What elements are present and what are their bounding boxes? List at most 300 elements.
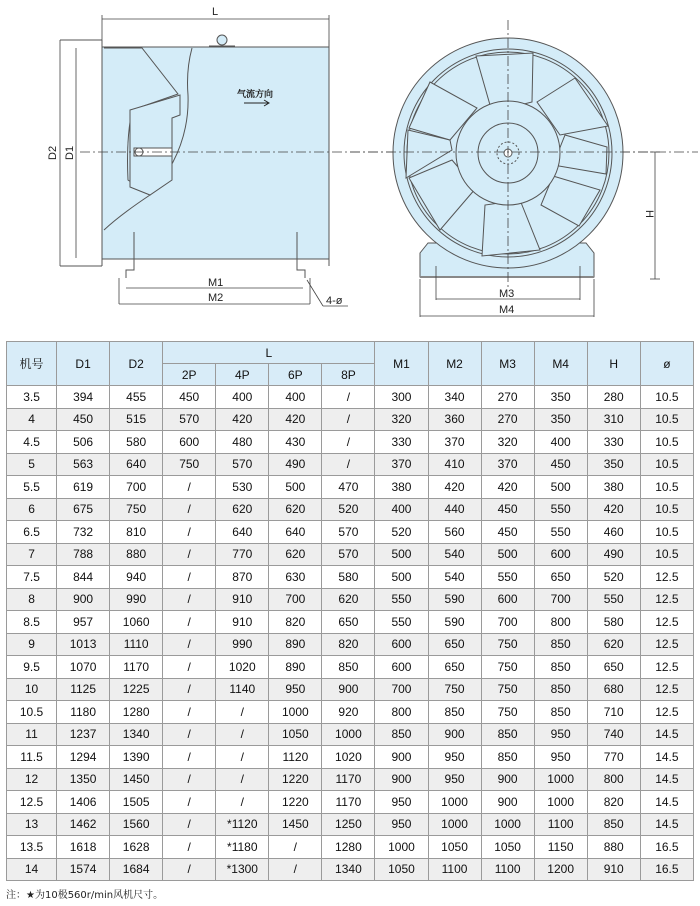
cell-h: 350 <box>587 453 640 476</box>
cell-phi: 10.5 <box>640 408 693 431</box>
cell-phi: 10.5 <box>640 431 693 454</box>
cell-m4: 850 <box>534 656 587 679</box>
cell-h: 460 <box>587 521 640 544</box>
cell-l-8p: / <box>322 453 375 476</box>
cell-phi: 12.5 <box>640 611 693 634</box>
table-row <box>7 453 694 476</box>
cell-m2: 1050 <box>428 836 481 859</box>
table-row <box>7 588 694 611</box>
cell-d1: 957 <box>57 611 110 634</box>
header-m3: M3 <box>481 342 534 386</box>
cell-d2: 1060 <box>110 611 163 634</box>
cell-phi: 10.5 <box>640 498 693 521</box>
cell-m3: 850 <box>481 746 534 769</box>
cell-d2: 1390 <box>110 746 163 769</box>
cell-m1: 320 <box>375 408 428 431</box>
cell-m3: 1100 <box>481 858 534 881</box>
cell-l-4p: / <box>216 791 269 814</box>
dimension-label-hole: 4-ø <box>326 295 343 307</box>
cell-l-8p: / <box>322 431 375 454</box>
cell-l-8p: 820 <box>322 633 375 656</box>
cell-l-8p: / <box>322 408 375 431</box>
cell-h: 680 <box>587 678 640 701</box>
cell-l-6p: 1450 <box>269 813 322 836</box>
header-l-8p: 8P <box>322 364 375 386</box>
cell-m1: 500 <box>375 543 428 566</box>
cell-phi: 12.5 <box>640 633 693 656</box>
cell-d2: 810 <box>110 521 163 544</box>
cell-machine-no: 9 <box>7 633 57 656</box>
cell-l-6p: 620 <box>269 543 322 566</box>
cell-l-6p: 1050 <box>269 723 322 746</box>
cell-l-6p: 820 <box>269 611 322 634</box>
cell-m3: 750 <box>481 656 534 679</box>
cell-m2: 950 <box>428 746 481 769</box>
cell-d1: 1294 <box>57 746 110 769</box>
dimension-label-M1: M1 <box>208 277 224 289</box>
cell-m4: 1100 <box>534 813 587 836</box>
cell-m4: 700 <box>534 588 587 611</box>
cell-l-6p: / <box>269 836 322 859</box>
cell-phi: 16.5 <box>640 836 693 859</box>
cell-m1: 600 <box>375 633 428 656</box>
cell-l-8p: 1170 <box>322 791 375 814</box>
cell-m4: 1000 <box>534 791 587 814</box>
cell-l-4p: *1300 <box>216 858 269 881</box>
table-row <box>7 521 694 544</box>
cell-m3: 550 <box>481 566 534 589</box>
dimension-label-L: L <box>212 6 219 18</box>
cell-d2: 990 <box>110 588 163 611</box>
cell-d2: 1560 <box>110 813 163 836</box>
cell-m3: 1000 <box>481 813 534 836</box>
dimension-label-H: H <box>643 210 655 218</box>
cell-machine-no: 7 <box>7 543 57 566</box>
cell-m1: 500 <box>375 566 428 589</box>
cell-machine-no: 4.5 <box>7 431 57 454</box>
cell-d2: 1170 <box>110 656 163 679</box>
cell-l-8p: 470 <box>322 476 375 499</box>
header-l-4p: 4P <box>216 364 269 386</box>
cell-m3: 270 <box>481 408 534 431</box>
header-phi: ø <box>640 342 693 386</box>
cell-machine-no: 5 <box>7 453 57 476</box>
cell-m4: 350 <box>534 386 587 409</box>
cell-m2: 750 <box>428 678 481 701</box>
header-d1: D1 <box>57 342 110 386</box>
cell-l-4p: 480 <box>216 431 269 454</box>
cell-m4: 550 <box>534 521 587 544</box>
cell-l-8p: 1170 <box>322 768 375 791</box>
cell-machine-no: 11 <box>7 723 57 746</box>
cell-l-4p: 530 <box>216 476 269 499</box>
header-l-2p: 2P <box>163 364 216 386</box>
cell-d1: 844 <box>57 566 110 589</box>
cell-d2: 640 <box>110 453 163 476</box>
cell-h: 520 <box>587 566 640 589</box>
cell-m1: 900 <box>375 746 428 769</box>
cell-d1: 1462 <box>57 813 110 836</box>
cell-phi: 12.5 <box>640 678 693 701</box>
cell-l-4p: 570 <box>216 453 269 476</box>
cell-m4: 450 <box>534 453 587 476</box>
cell-m4: 400 <box>534 431 587 454</box>
cell-l-2p: 600 <box>163 431 216 454</box>
cell-m3: 600 <box>481 588 534 611</box>
cell-l-6p: 1120 <box>269 746 322 769</box>
cell-m4: 1200 <box>534 858 587 881</box>
cell-l-6p: 420 <box>269 408 322 431</box>
cell-l-8p: 850 <box>322 656 375 679</box>
cell-m4: 950 <box>534 746 587 769</box>
cell-phi: 14.5 <box>640 768 693 791</box>
cell-h: 620 <box>587 633 640 656</box>
cell-l-6p: 620 <box>269 498 322 521</box>
dimension-label-M3: M3 <box>499 288 515 300</box>
cell-l-4p: 870 <box>216 566 269 589</box>
cell-l-4p: 1140 <box>216 678 269 701</box>
table-row <box>7 611 694 634</box>
cell-l-4p: / <box>216 746 269 769</box>
cell-phi: 12.5 <box>640 588 693 611</box>
cell-m2: 1000 <box>428 791 481 814</box>
cell-l-2p: / <box>163 701 216 724</box>
cell-machine-no: 6.5 <box>7 521 57 544</box>
cell-m2: 440 <box>428 498 481 521</box>
cell-d2: 515 <box>110 408 163 431</box>
cell-phi: 10.5 <box>640 453 693 476</box>
cell-m2: 850 <box>428 701 481 724</box>
cell-m3: 420 <box>481 476 534 499</box>
cell-d2: 455 <box>110 386 163 409</box>
cell-m2: 1100 <box>428 858 481 881</box>
cell-l-6p: 1220 <box>269 791 322 814</box>
cell-d1: 1618 <box>57 836 110 859</box>
cell-l-6p: 630 <box>269 566 322 589</box>
cell-m1: 380 <box>375 476 428 499</box>
cell-phi: 16.5 <box>640 858 693 881</box>
header-m1: M1 <box>375 342 428 386</box>
cell-d2: 1110 <box>110 633 163 656</box>
cell-m4: 350 <box>534 408 587 431</box>
cell-d1: 1125 <box>57 678 110 701</box>
cell-l-8p: 570 <box>322 543 375 566</box>
cell-m2: 370 <box>428 431 481 454</box>
cell-l-2p: / <box>163 723 216 746</box>
cell-l-4p: 620 <box>216 498 269 521</box>
cell-m1: 900 <box>375 768 428 791</box>
cell-phi: 12.5 <box>640 656 693 679</box>
cell-m1: 520 <box>375 521 428 544</box>
cell-h: 280 <box>587 386 640 409</box>
cell-machine-no: 14 <box>7 858 57 881</box>
cell-l-2p: / <box>163 543 216 566</box>
table-row <box>7 408 694 431</box>
cell-l-2p: / <box>163 813 216 836</box>
cell-l-8p: 900 <box>322 678 375 701</box>
cell-l-8p: 620 <box>322 588 375 611</box>
cell-h: 800 <box>587 768 640 791</box>
cell-l-6p: 430 <box>269 431 322 454</box>
cell-m3: 750 <box>481 701 534 724</box>
cell-l-4p: 1020 <box>216 656 269 679</box>
cell-l-8p: 580 <box>322 566 375 589</box>
cell-m4: 850 <box>534 701 587 724</box>
cell-m1: 400 <box>375 498 428 521</box>
cell-m3: 900 <box>481 791 534 814</box>
table-row <box>7 723 694 746</box>
cell-l-8p: 1000 <box>322 723 375 746</box>
table-row <box>7 476 694 499</box>
cell-l-2p: / <box>163 656 216 679</box>
cell-m2: 900 <box>428 723 481 746</box>
fan-dimension-drawing <box>0 0 700 325</box>
cell-l-4p: / <box>216 701 269 724</box>
cell-m2: 540 <box>428 543 481 566</box>
cell-d2: 1505 <box>110 791 163 814</box>
cell-phi: 12.5 <box>640 701 693 724</box>
cell-l-8p: 920 <box>322 701 375 724</box>
cell-l-6p: 1220 <box>269 768 322 791</box>
cell-l-8p: 1250 <box>322 813 375 836</box>
cell-m2: 1000 <box>428 813 481 836</box>
dimension-label-M4: M4 <box>499 304 515 316</box>
table-header <box>7 342 694 386</box>
cell-l-4p: 770 <box>216 543 269 566</box>
cell-l-2p: / <box>163 566 216 589</box>
header-l-6p: 6P <box>269 364 322 386</box>
cell-l-8p: 1340 <box>322 858 375 881</box>
cell-l-2p: / <box>163 768 216 791</box>
header-h: H <box>587 342 640 386</box>
cell-l-8p: 570 <box>322 521 375 544</box>
cell-m1: 950 <box>375 791 428 814</box>
cell-l-2p: / <box>163 498 216 521</box>
cell-m4: 950 <box>534 723 587 746</box>
table-row <box>7 813 694 836</box>
cell-m1: 1050 <box>375 858 428 881</box>
table-row <box>7 746 694 769</box>
cell-l-6p: 890 <box>269 656 322 679</box>
table-row <box>7 768 694 791</box>
cell-machine-no: 7.5 <box>7 566 57 589</box>
cell-m1: 950 <box>375 813 428 836</box>
cell-m1: 700 <box>375 678 428 701</box>
cell-h: 850 <box>587 813 640 836</box>
table-row <box>7 498 694 521</box>
cell-l-2p: / <box>163 611 216 634</box>
cell-l-2p: / <box>163 476 216 499</box>
cell-l-8p: 1280 <box>322 836 375 859</box>
cell-m3: 750 <box>481 633 534 656</box>
header-l-group: L <box>163 342 375 364</box>
cell-d2: 580 <box>110 431 163 454</box>
cell-l-4p: 420 <box>216 408 269 431</box>
cell-m3: 450 <box>481 498 534 521</box>
cell-m3: 700 <box>481 611 534 634</box>
cell-m4: 650 <box>534 566 587 589</box>
cell-phi: 10.5 <box>640 521 693 544</box>
cell-machine-no: 8.5 <box>7 611 57 634</box>
table-body <box>7 386 694 881</box>
cell-m1: 850 <box>375 723 428 746</box>
cell-m1: 600 <box>375 656 428 679</box>
cell-d1: 732 <box>57 521 110 544</box>
cell-m4: 800 <box>534 611 587 634</box>
cell-h: 740 <box>587 723 640 746</box>
cell-m1: 330 <box>375 431 428 454</box>
cell-m2: 340 <box>428 386 481 409</box>
cell-h: 820 <box>587 791 640 814</box>
cell-m4: 1000 <box>534 768 587 791</box>
cell-h: 310 <box>587 408 640 431</box>
dimension-label-M2: M2 <box>208 292 224 304</box>
footnote: 注：★为10极560r/min风机尺寸。 <box>6 890 164 901</box>
cell-l-4p: / <box>216 768 269 791</box>
cell-h: 910 <box>587 858 640 881</box>
cell-d2: 880 <box>110 543 163 566</box>
cell-m2: 590 <box>428 588 481 611</box>
cell-l-2p: 450 <box>163 386 216 409</box>
cell-l-6p: 640 <box>269 521 322 544</box>
cell-m3: 320 <box>481 431 534 454</box>
cell-l-2p: / <box>163 836 216 859</box>
cell-l-8p: 1020 <box>322 746 375 769</box>
airflow-direction-label: 气流方向 <box>237 90 274 100</box>
cell-phi: 14.5 <box>640 746 693 769</box>
header-machine-no: 机号 <box>7 342 57 386</box>
cell-l-6p: 400 <box>269 386 322 409</box>
table-row <box>7 543 694 566</box>
cell-l-8p: / <box>322 386 375 409</box>
cell-m2: 540 <box>428 566 481 589</box>
cell-d1: 1180 <box>57 701 110 724</box>
cell-l-2p: / <box>163 633 216 656</box>
cell-d1: 1237 <box>57 723 110 746</box>
cell-phi: 10.5 <box>640 476 693 499</box>
cell-h: 880 <box>587 836 640 859</box>
cell-m4: 600 <box>534 543 587 566</box>
cell-d1: 506 <box>57 431 110 454</box>
cell-m2: 560 <box>428 521 481 544</box>
cell-h: 490 <box>587 543 640 566</box>
cell-l-6p: 490 <box>269 453 322 476</box>
cell-m1: 300 <box>375 386 428 409</box>
table-row <box>7 656 694 679</box>
cell-machine-no: 13.5 <box>7 836 57 859</box>
cell-l-2p: / <box>163 678 216 701</box>
cell-m4: 1150 <box>534 836 587 859</box>
cell-machine-no: 9.5 <box>7 656 57 679</box>
cell-m4: 550 <box>534 498 587 521</box>
cell-machine-no: 8 <box>7 588 57 611</box>
table-row <box>7 633 694 656</box>
cell-l-4p: 990 <box>216 633 269 656</box>
cell-d1: 900 <box>57 588 110 611</box>
cell-m2: 360 <box>428 408 481 431</box>
cell-l-4p: 400 <box>216 386 269 409</box>
cell-m2: 950 <box>428 768 481 791</box>
cell-d1: 1350 <box>57 768 110 791</box>
cell-phi: 14.5 <box>640 813 693 836</box>
cell-phi: 10.5 <box>640 386 693 409</box>
cell-phi: 14.5 <box>640 791 693 814</box>
dimension-label-D2: D2 <box>47 145 59 160</box>
cell-m3: 750 <box>481 678 534 701</box>
cell-m4: 850 <box>534 678 587 701</box>
cell-l-4p: *1120 <box>216 813 269 836</box>
fan-spec-table <box>6 341 694 881</box>
table-row <box>7 678 694 701</box>
table-row <box>7 836 694 859</box>
cell-d1: 1070 <box>57 656 110 679</box>
cell-l-6p: 950 <box>269 678 322 701</box>
cell-h: 330 <box>587 431 640 454</box>
cell-d1: 563 <box>57 453 110 476</box>
cell-l-2p: / <box>163 791 216 814</box>
cell-machine-no: 10.5 <box>7 701 57 724</box>
cell-m1: 370 <box>375 453 428 476</box>
cell-l-4p: 640 <box>216 521 269 544</box>
cell-l-2p: / <box>163 746 216 769</box>
cell-d2: 1450 <box>110 768 163 791</box>
cell-l-8p: 650 <box>322 611 375 634</box>
cell-d2: 1225 <box>110 678 163 701</box>
table-row <box>7 701 694 724</box>
cell-h: 580 <box>587 611 640 634</box>
cell-machine-no: 10 <box>7 678 57 701</box>
cell-d1: 1406 <box>57 791 110 814</box>
cell-m3: 900 <box>481 768 534 791</box>
cell-m3: 850 <box>481 723 534 746</box>
cell-m1: 550 <box>375 588 428 611</box>
cell-m3: 450 <box>481 521 534 544</box>
cell-machine-no: 13 <box>7 813 57 836</box>
cell-l-8p: 520 <box>322 498 375 521</box>
cell-d1: 619 <box>57 476 110 499</box>
cell-l-2p: / <box>163 588 216 611</box>
cell-m2: 420 <box>428 476 481 499</box>
cell-machine-no: 5.5 <box>7 476 57 499</box>
cell-d2: 940 <box>110 566 163 589</box>
cell-machine-no: 4 <box>7 408 57 431</box>
cell-d1: 1574 <box>57 858 110 881</box>
dimension-label-D1: D1 <box>64 145 76 160</box>
table-row <box>7 566 694 589</box>
header-d2: D2 <box>110 342 163 386</box>
cell-phi: 10.5 <box>640 543 693 566</box>
cell-m3: 500 <box>481 543 534 566</box>
cell-d2: 1280 <box>110 701 163 724</box>
cell-l-6p: 1000 <box>269 701 322 724</box>
cell-d1: 675 <box>57 498 110 521</box>
cell-phi: 14.5 <box>640 723 693 746</box>
cell-machine-no: 6 <box>7 498 57 521</box>
cell-d2: 1684 <box>110 858 163 881</box>
cell-l-2p: / <box>163 858 216 881</box>
cell-h: 420 <box>587 498 640 521</box>
cell-d1: 394 <box>57 386 110 409</box>
cell-l-4p: *1180 <box>216 836 269 859</box>
cell-m3: 270 <box>481 386 534 409</box>
table-row <box>7 791 694 814</box>
cell-d1: 788 <box>57 543 110 566</box>
cell-d1: 450 <box>57 408 110 431</box>
cell-m4: 850 <box>534 633 587 656</box>
cell-l-4p: / <box>216 723 269 746</box>
cell-l-2p: / <box>163 521 216 544</box>
cell-d1: 1013 <box>57 633 110 656</box>
